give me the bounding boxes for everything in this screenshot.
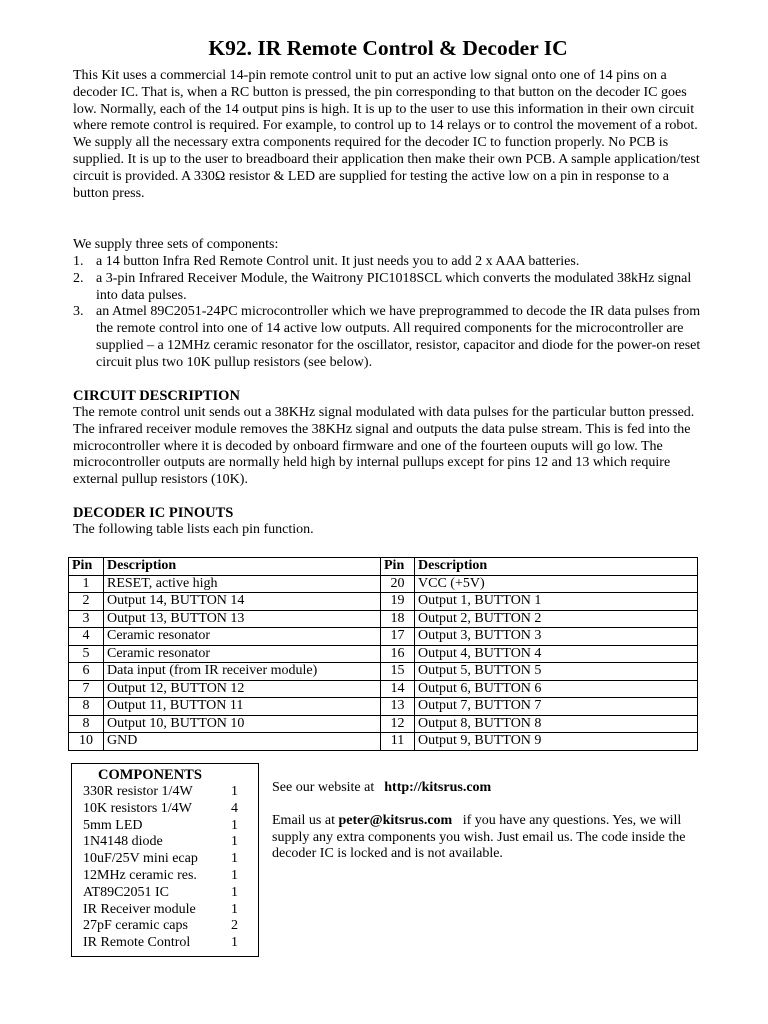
pin-description: VCC (+5V) [415,575,698,593]
component-name: IR Receiver module [83,901,196,917]
table-row [69,663,698,681]
pin-number: 11 [381,733,415,751]
list-item [83,801,258,818]
pin-header: Pin [381,558,415,576]
pin-header: Pin [69,558,104,576]
components-heading: COMPONENTS [98,767,202,783]
website-line [272,780,702,797]
pin-description: Output 2, BUTTON 2 [415,610,698,628]
component-name: 27pF ceramic caps [83,918,188,934]
table-row [69,610,698,628]
pin-number: 1 [69,575,104,593]
component-qty: 2 [231,918,238,934]
pinout-table [68,557,698,751]
pin-description: Output 3, BUTTON 3 [415,628,698,646]
list-text: a 3-pin Infrared Receiver Module, the Waitrony PIC1018SCL which converts the modulated 38kHz signal into data pulses. [96,270,692,303]
list-item [83,851,258,868]
list-item [83,902,258,919]
description-header: Description [415,558,698,576]
email-prefix: Email us at [272,812,335,828]
list-number: 1. [73,254,84,269]
table-row [69,575,698,593]
component-qty: 1 [231,834,238,850]
list-item [83,834,258,851]
intro-paragraph: This Kit uses a commercial 14-pin remote control unit to put an active low signal onto one of 14 pins on a decoder IC. That is, when a RC button is pressed, the pin corresponding to that button on the decoder IC goes low. Normally, each of the 14 output pins is high. It is up to the user to use this information in their own circuit where remote control is required. For example, to control up to 14 relays or to control the movement of a robot. We supply all the necessary extra components required for the decoder IC to function properly. No PCB is supplied. It is up to the user to breadboard their application then make their own PCB. A sample application/test circuit is provided. A 330Ω resistor & LED are supplied for testing the active low on a pin in response to a button press. [73,68,700,201]
pin-description: GND [104,733,381,751]
component-qty: 1 [231,867,238,883]
pin-number: 8 [69,698,104,716]
list-item [83,784,258,801]
table-header-row [69,558,698,576]
pin-number: 15 [381,663,415,681]
pin-number: 7 [69,680,104,698]
component-qty: 1 [231,851,238,867]
email-paragraph [272,813,702,863]
pin-number: 8 [69,715,104,733]
supply-list [73,254,701,372]
circuit-heading: CIRCUIT DESCRIPTION [73,388,240,404]
list-item [73,254,701,271]
pin-number: 17 [381,628,415,646]
pin-description: Output 14, BUTTON 14 [104,593,381,611]
pinout-rows [69,575,698,750]
component-name: 330R resistor 1/4W [83,784,193,799]
pin-description: Output 9, BUTTON 9 [415,733,698,751]
table-row [69,733,698,751]
component-name: 10K resistors 1/4W [83,800,192,816]
component-qty: 1 [231,817,238,833]
component-qty: 1 [231,935,238,951]
pin-description: Output 12, BUTTON 12 [104,680,381,698]
component-qty: 1 [231,901,238,917]
pin-description: Output 8, BUTTON 8 [415,715,698,733]
pin-number: 6 [69,663,104,681]
pin-description: Output 4, BUTTON 4 [415,645,698,663]
pin-description: Output 10, BUTTON 10 [104,715,381,733]
list-item [83,918,258,935]
pin-number: 12 [381,715,415,733]
table-row [69,680,698,698]
component-name: 12MHz ceramic res. [83,867,197,883]
pin-number: 2 [69,593,104,611]
pin-number: 16 [381,645,415,663]
list-text: an Atmel 89C2051-24PC microcontroller which we have preprogrammed to decode the IR data pulses from the remote control into one of 14 active low outputs. All required components for the microcontroller are supplied – a 12MHz ceramic resonator for the oscillator, resistor, capacitor and diode for the power-on reset circuit plus two 10K pullup resistors (see below). [96,304,701,370]
table-row [69,698,698,716]
pin-number: 14 [381,680,415,698]
list-item [83,935,258,952]
pin-number: 4 [69,628,104,646]
pin-number: 10 [69,733,104,751]
component-name: 5mm LED [83,817,143,833]
pin-number: 19 [381,593,415,611]
components-box [71,763,259,957]
table-row [69,593,698,611]
email-suffix: if you have any questions. Yes, we will supply any extra components you wish. Just email us. The code inside the decoder IC is locked and is not available. [272,812,686,862]
list-number: 2. [73,270,84,286]
table-row [69,628,698,646]
pinout-heading: DECODER IC PINOUTS [73,505,234,521]
website-link[interactable]: http://kitsrus.com [384,780,492,795]
component-qty: 1 [231,884,238,900]
pin-description: Output 13, BUTTON 13 [104,610,381,628]
pin-number: 13 [381,698,415,716]
list-number: 3. [73,304,84,320]
list-text: a 14 button Infra Red Remote Control unit. It just needs you to add 2 x AAA batteries. [96,254,580,269]
pin-description: Output 7, BUTTON 7 [415,698,698,716]
pin-number: 5 [69,645,104,663]
table-row [69,645,698,663]
list-item [83,818,258,835]
contact-block [272,780,702,863]
pin-number: 20 [381,575,415,593]
pin-description: Ceramic resonator [104,645,381,663]
component-name: 1N4148 diode [83,834,163,850]
component-name: AT89C2051 IC [83,884,169,900]
component-qty: 1 [231,784,238,799]
pinout-intro: The following table lists each pin function. [73,522,314,537]
list-item [73,304,701,371]
list-item [73,271,701,305]
list-item [83,885,258,902]
component-name: IR Remote Control [83,935,191,951]
component-qty: 4 [231,800,238,816]
pin-description: Output 5, BUTTON 5 [415,663,698,681]
pin-number: 3 [69,610,104,628]
pin-description: RESET, active high [104,575,381,593]
components-list [83,784,258,952]
list-item [83,868,258,885]
website-prefix: See our website at [272,780,375,795]
pin-description: Output 6, BUTTON 6 [415,680,698,698]
table-row [69,715,698,733]
supply-lead: We supply three sets of components: [73,237,279,252]
page-title: K92. IR Remote Control & Decoder IC [208,36,568,60]
circuit-paragraph: The remote control unit sends out a 38KHz signal modulated with data pulses for the particular button pressed. The infrared receiver module removes the 38KHz signal and outputs the data pulse stream. This is fed into the microcontroller where it is decoded by onboard firmware and one of the fourteen ouputs will go low. The microcontroller outputs are normally held high by internal pullups except for pins 12 and 13 which require external pullup resistors (10K). [73,405,695,488]
email-link[interactable]: peter@kitsrus.com [338,812,453,828]
description-header: Description [104,558,381,576]
component-name: 10uF/25V mini ecap [83,851,198,867]
pin-description: Output 1, BUTTON 1 [415,593,698,611]
pin-description: Output 11, BUTTON 11 [104,698,381,716]
pin-description: Ceramic resonator [104,628,381,646]
pin-number: 18 [381,610,415,628]
pin-description: Data input (from IR receiver module) [104,663,381,681]
